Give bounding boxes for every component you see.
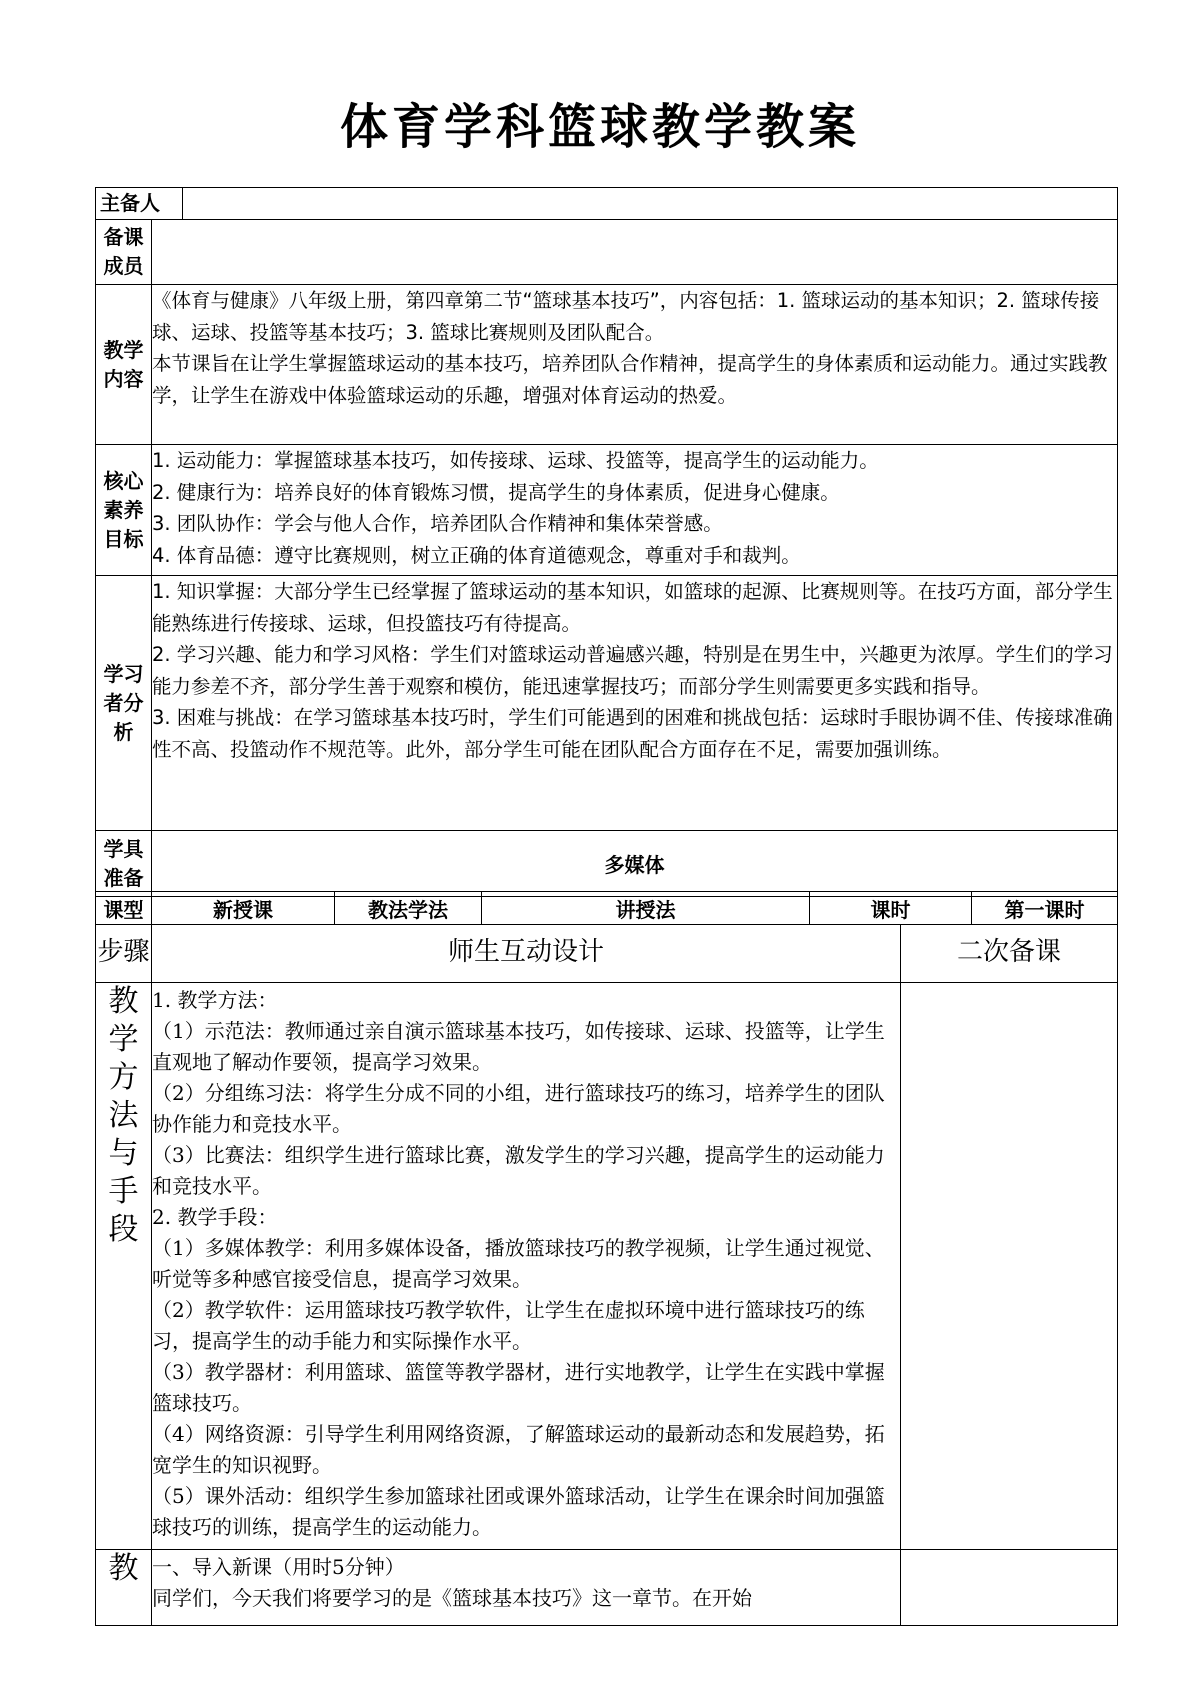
suyang-label: 核心素养目标: [96, 445, 152, 576]
row-beike: [96, 220, 1118, 285]
suyang-line: 1. 运动能力：掌握篮球基本技巧，如传接球、运球、投篮等，提高学生的运动能力。: [152, 449, 879, 472]
second-prep-header: 二次备课: [901, 925, 1118, 983]
design-header: 师生互动设计: [152, 925, 901, 983]
row-kexing: [96, 892, 1118, 925]
method-label: 教法学法: [335, 892, 482, 925]
row-xueju: [96, 831, 1118, 897]
zhubei-label: 主备人: [96, 188, 183, 219]
beike-label: 备课成员: [96, 220, 152, 285]
xuexi-line: 2. 学习兴趣、能力和学习风格：学生们对篮球运动普遍感兴趣，特别是在男生中，兴趣更为浓厚。学生们的学习能力参差不齐，部分学生善于观察和模仿，能迅速掌握技巧；而部分学生则需要更多实践和指导。: [152, 643, 1113, 698]
xueju-label: 学具准备: [96, 831, 152, 897]
xuexi-label: 学习者分析: [96, 576, 152, 831]
beike-value: [152, 220, 1118, 285]
neirong-line: 本节课旨在让学生掌握篮球运动的基本技巧，培养团队合作精神，提高学生的身体素质和运动能力。通过实践教学，让学生在游戏中体验篮球运动的乐趣，增强对体育运动的热爱。: [152, 352, 1108, 407]
suyang-line: 2. 健康行为：培养良好的体育锻炼习惯，提高学生的身体素质，促进身心健康。: [152, 480, 840, 504]
suyang-line: 3. 团队协作：学会与他人合作，培养团队合作精神和集体荣誉感。: [152, 512, 723, 535]
kexing-label: 课型: [96, 892, 152, 925]
neirong-content: [152, 285, 1118, 445]
teaching-second-prep: [901, 1550, 1118, 1626]
methods-line: （1）多媒体教学：利用多媒体设备，播放篮球技巧的教学视频，让学生通过视觉、听觉等多种感官接受信息，提高学习效果。: [152, 1236, 885, 1291]
xuexi-line: 1. 知识掌握：大部分学生已经掌握了篮球运动的基本知识，如篮球的起源、比赛规则等。在技巧方面，部分学生能熟练进行传接球、运球，但投篮技巧有待提高。: [152, 580, 1113, 635]
teaching-line: 一、导入新课（用时5分钟）: [152, 1555, 405, 1579]
xuexi-content: [152, 576, 1118, 831]
zhubei-value: [183, 188, 1117, 219]
methods-second-prep: [901, 983, 1118, 1550]
methods-content: [152, 983, 901, 1550]
methods-line: （1）示范法：教师通过亲自演示篮球基本技巧，如传接球、运球、投篮等，让学生直观地了解动作要领，提高学习效果。: [152, 1019, 885, 1074]
xueju-value: 多媒体: [152, 831, 1118, 897]
neirong-label: 教学内容: [96, 285, 152, 445]
process-methods-row: [96, 983, 1118, 1550]
methods-step-text: 教学方法与手段: [108, 984, 139, 1247]
method-value: 讲授法: [482, 892, 810, 925]
methods-line: （4）网络资源：引导学生利用网络资源，了解篮球运动的最新动态和发展趋势，拓宽学生的知识视野。: [152, 1422, 885, 1477]
kexing-value: 新授课: [152, 892, 335, 925]
methods-line: （3）教学器材：利用篮球、篮筐等教学器材，进行实地教学，让学生在实践中掌握篮球技巧。: [152, 1360, 885, 1415]
hours-value: 第一课时: [972, 892, 1118, 925]
hours-label: 课时: [810, 892, 972, 925]
methods-line: （3）比赛法：组织学生进行篮球比赛，激发学生的学习兴趣，提高学生的运动能力和竞技水平。: [152, 1143, 885, 1198]
suyang-line: 4. 体育品德：遵守比赛规则，树立正确的体育道德观念，尊重对手和裁判。: [152, 543, 801, 567]
process-header-row: [96, 925, 1118, 983]
teaching-line: 同学们，今天我们将要学习的是《篮球基本技巧》这一章节。在开始: [152, 1586, 752, 1610]
neirong-line: 《体育与健康》八年级上册，第四章第二节“篮球基本技巧”，内容包括：1. 篮球运动的基本知识；2. 篮球传接球、运球、投篮等基本技巧；3. 篮球比赛规则及团队配合。: [152, 289, 1100, 344]
row-neirong: [96, 285, 1118, 445]
process-teaching-row: [96, 1550, 1118, 1626]
xuexi-line: 3. 困难与挑战：在学习篮球基本技巧时，学生们可能遇到的困难和挑战包括：运球时手眼协调不佳、传接球准确性不高、投篮动作不规范等。此外，部分学生可能在团队配合方面存在不足，需要加强训练。: [152, 706, 1113, 761]
info-table: [95, 187, 1118, 897]
methods-line: （2）教学软件：运用篮球技巧教学软件，让学生在虚拟环境中进行篮球技巧的练习，提高学生的动手能力和实际操作水平。: [152, 1298, 865, 1353]
row-zhubei: [96, 188, 1118, 220]
methods-line: 2. 教学手段：: [152, 1205, 278, 1229]
page-title: 体育学科篮球教学教案: [339, 99, 860, 155]
row-suyang: [96, 445, 1118, 576]
teaching-content: [152, 1550, 901, 1626]
process-table: [95, 924, 1118, 1626]
row-xuexi: [96, 576, 1118, 831]
methods-line: （5）课外活动：组织学生参加篮球社团或课外篮球活动，让学生在课余时间加强篮球技巧的训练，提高学生的运动能力。: [152, 1484, 885, 1539]
methods-line: 1. 教学方法：: [152, 988, 278, 1012]
teaching-step-label: 教: [96, 1550, 152, 1626]
methods-step-label: [96, 983, 152, 1550]
suyang-content: [152, 445, 1118, 576]
step-header: 步骤: [96, 925, 152, 983]
methods-line: （2）分组练习法：将学生分成不同的小组，进行篮球技巧的练习，培养学生的团队协作能力和竞技水平。: [152, 1081, 885, 1136]
lesson-type-table: [95, 891, 1118, 925]
